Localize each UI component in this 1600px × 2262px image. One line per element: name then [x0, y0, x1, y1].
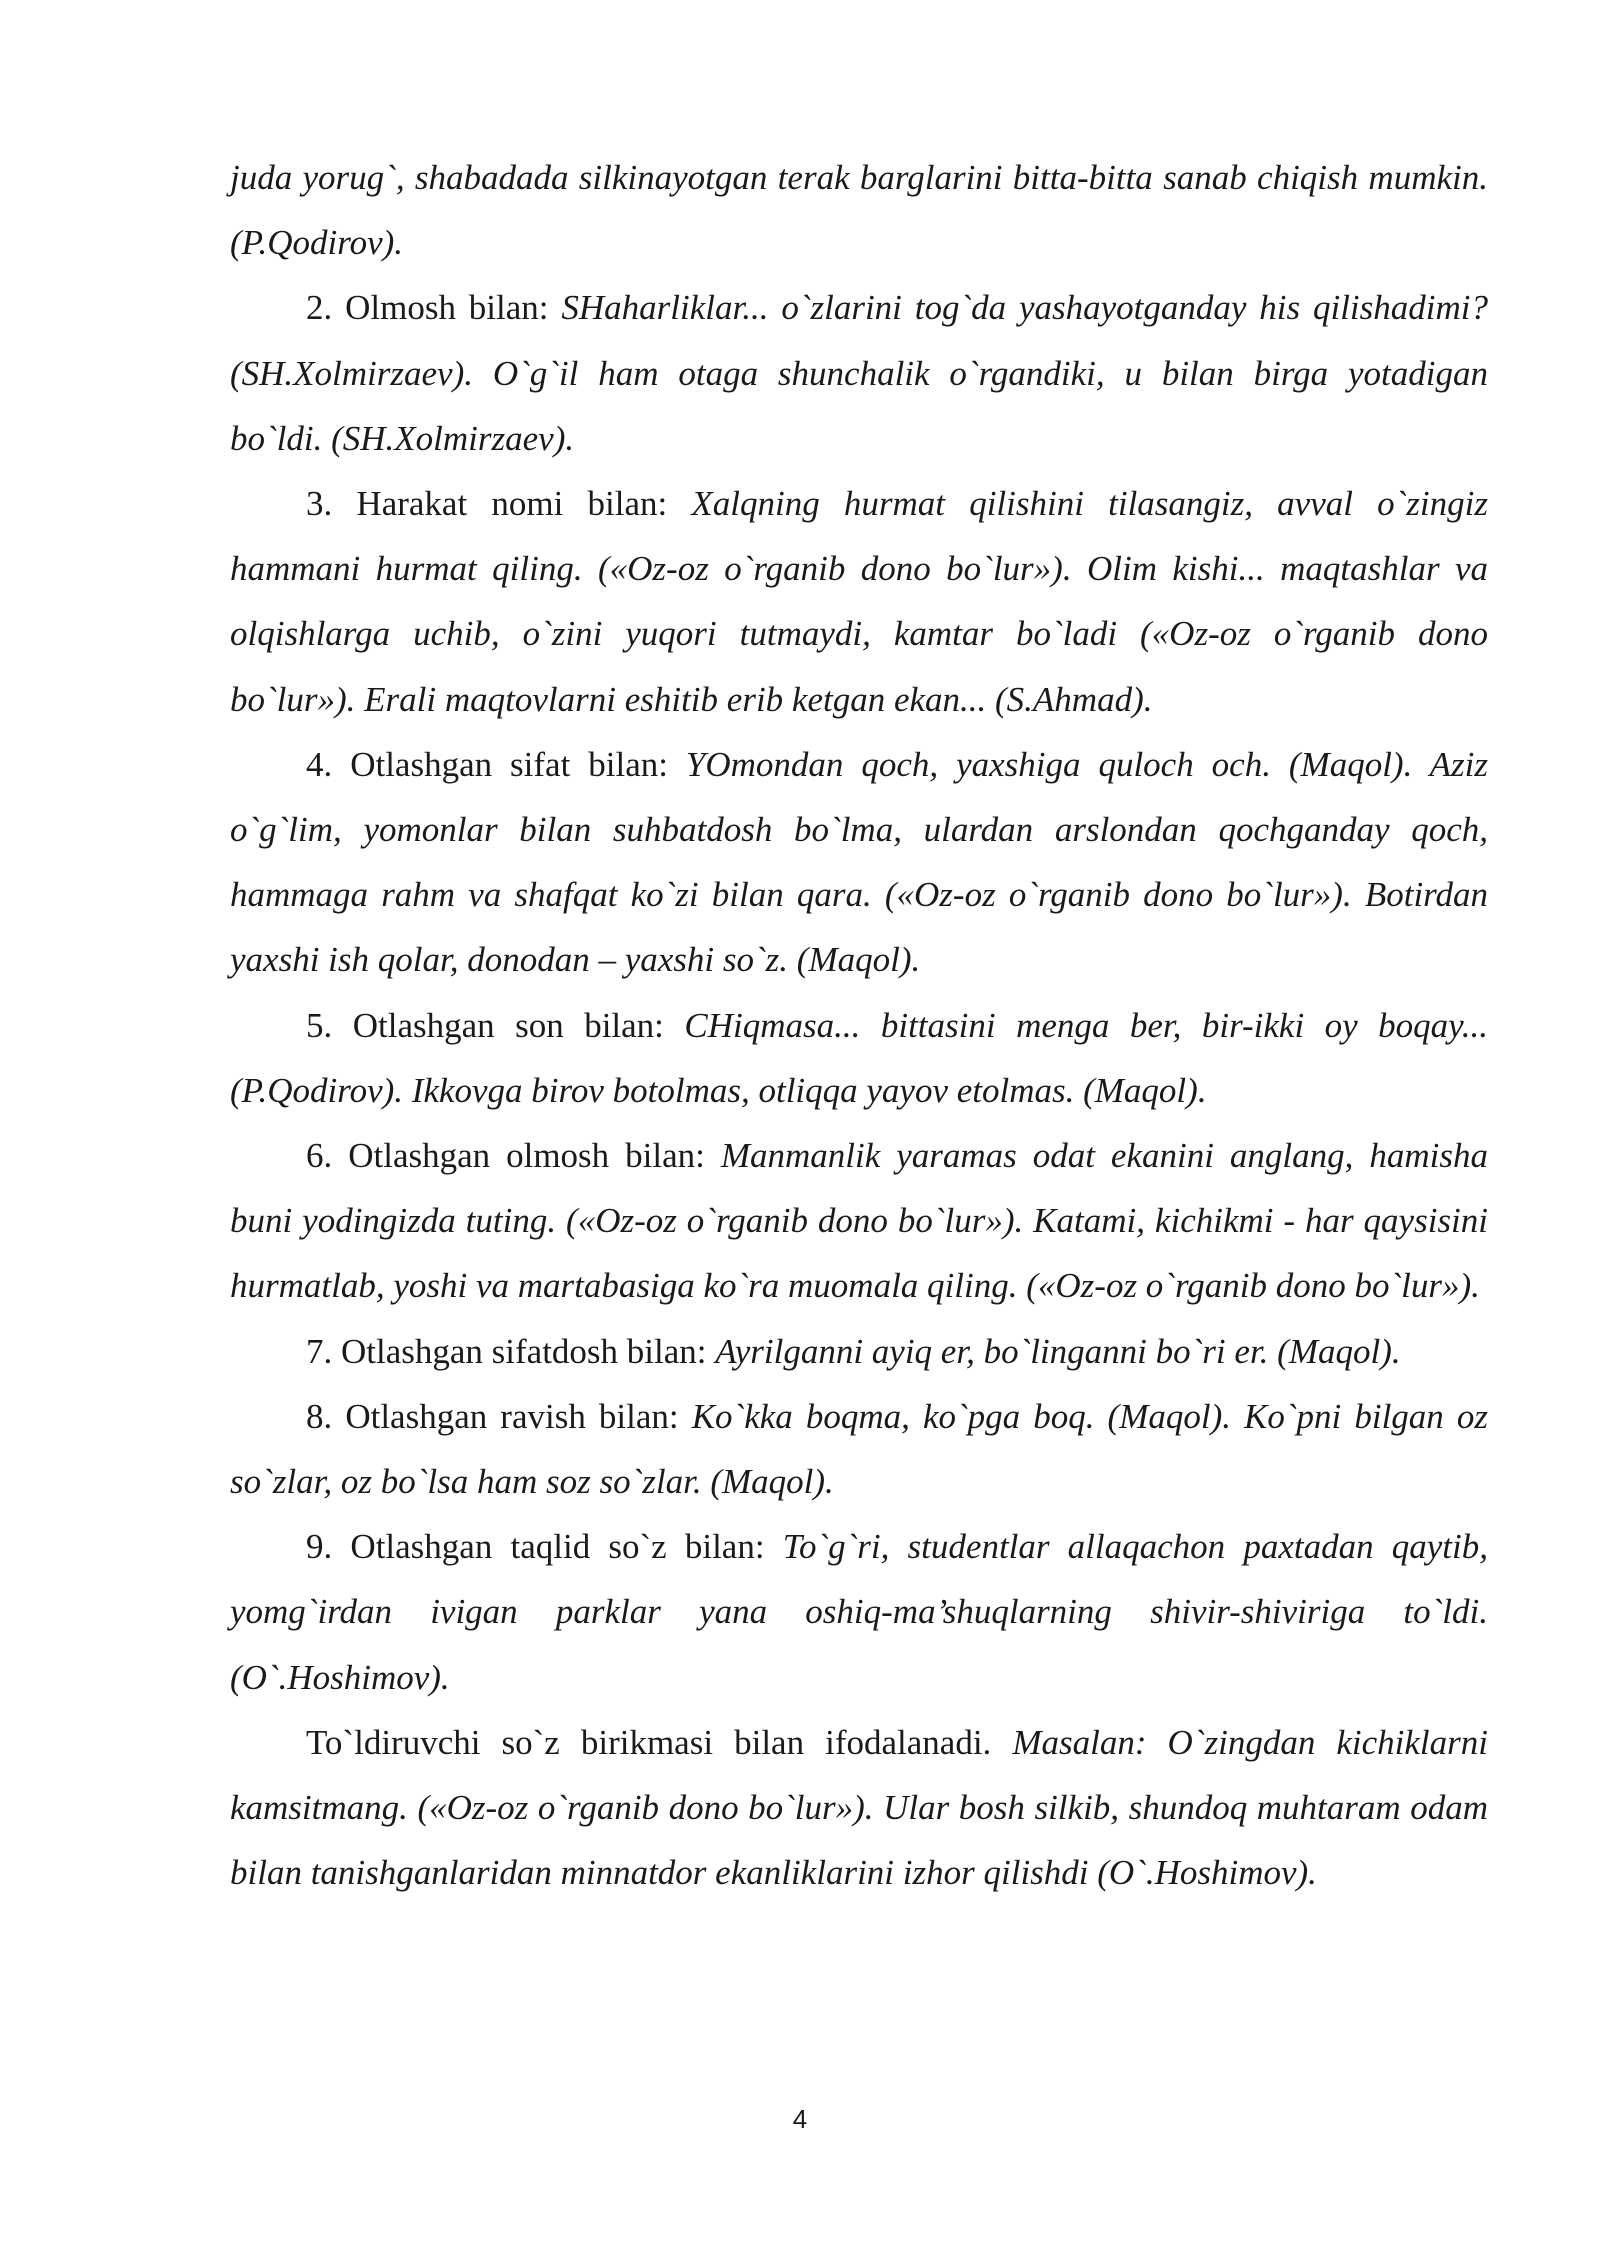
- paragraph-lead: 9. Otlashgan taqlid so`z bilan:: [306, 1527, 783, 1567]
- paragraph-lead: 4. Otlashgan sifat bilan:: [306, 744, 686, 784]
- paragraph-example: SHaharliklar... o`zlarini tog`da yashayotganday his qilishadimi? (SH.Xolmirzaev). O`g`il ham otaga shunchalik o`rgandiki, u bilan birga yotadigan bo`ldi. (SH.Xolmirzaev).: [230, 288, 1488, 458]
- paragraph-example: Ko`kka boqma, ko`pga boq. (Maqol). Ko`pni bilgan oz so`zlar, oz bo`lsa ham soz so`zlar. (Maqol).: [230, 1396, 1488, 1502]
- paragraph-item-5: [230, 993, 1488, 1123]
- paragraph-item-9: [230, 1514, 1488, 1710]
- paragraph-lead: To`ldiruvchi so`z birikmasi bilan ifodalanadi.: [306, 1722, 1013, 1762]
- paragraph-item-2: [230, 275, 1488, 471]
- paragraph-lead: 7. Otlashgan sifatdosh bilan:: [306, 1331, 716, 1371]
- paragraph-example: Manmanlik yaramas odat ekanini anglang, hamisha buni yodingizda tuting. («Oz-oz o`rganib dono bo`lur»). Katami, kichikmi - har qaysisini hurmatlab, yoshi va martabasiga ko`ra muomala qiling. («Oz-oz o`rganib dono bo`lur»).: [230, 1136, 1488, 1306]
- paragraph-example: CHiqmasa... bittasini menga ber, bir-ikki oy boqay... (P.Qodirov). Ikkovga birov botolmas, otliqqa yayov etolmas. (Maqol).: [230, 1005, 1488, 1110]
- paragraph-item-8: [230, 1384, 1488, 1514]
- paragraph-summary: [230, 1710, 1488, 1906]
- paragraph-example: To`g`ri, studentlar allaqachon paxtadan qaytib, yomg`irdan ivigan parklar yana oshiq-ma’shuqlarning shivir-shiviriga to`ldi. (O`.Hoshimov).: [230, 1527, 1488, 1697]
- paragraph-example: YOmondan qoch, yaxshiga quloch och. (Maqol). Aziz o`g`lim, yomonlar bilan suhbatdosh bo`lma, ulardan arslondan qochganday qoch, hammaga rahm va shafqat ko`zi bilan qara. («Oz-oz o`rganib dono bo`lur»). Botirdan yaxshi ish qolar, donodan – yaxshi so`z. (Maqol).: [230, 744, 1488, 980]
- paragraph-example: Ayrilganni ayiq er, bo`linganni bo`ri er. (Maqol).: [715, 1331, 1401, 1371]
- paragraph-item-3: [230, 471, 1488, 732]
- page-number: 4: [792, 2104, 808, 2134]
- paragraph-item-4: [230, 732, 1488, 993]
- paragraph-continuation: [230, 145, 1488, 275]
- paragraph-example: Xalqning hurmat qilishini tilasangiz, avval o`zingiz hammani hurmat qiling. («Oz-oz o`rganib dono bo`lur»). Olim kishi... maqtashlar va olqishlarga uchib, o`zini yuqori tutmaydi, kamtar bo`ladi («Oz-oz o`rganib dono bo`lur»). Erali maqtovlarni eshitib erib ketgan ekan... (S.Ahmad).: [230, 484, 1489, 719]
- paragraph-lead: 6. Otlashgan olmosh bilan:: [306, 1136, 721, 1176]
- paragraph-item-7: [230, 1319, 1488, 1384]
- paragraph-example: juda yorug`, shabadada silkinayotgan terak barglarini bitta-bitta sanab chiqish mumkin. (P.Qodirov).: [230, 158, 1488, 263]
- paragraph-lead: 3. Harakat nomi bilan:: [306, 484, 692, 524]
- paragraph-lead: 2. Olmosh bilan:: [306, 288, 562, 328]
- paragraph-lead: 8. Otlashgan ravish bilan:: [306, 1396, 692, 1436]
- paragraph-lead: 5. Otlashgan son bilan:: [306, 1005, 685, 1045]
- document-page: [230, 145, 1488, 1905]
- paragraph-item-6: [230, 1123, 1488, 1319]
- paragraph-example: Masalan: O`zingdan kichiklarni kamsitmang. («Oz-oz o`rganib dono bo`lur»). Ular bosh silkib, shundoq muhtaram odam bilan tanishganlaridan minnatdor ekanliklarini izhor qilishdi (O`.Hoshimov).: [230, 1722, 1488, 1893]
